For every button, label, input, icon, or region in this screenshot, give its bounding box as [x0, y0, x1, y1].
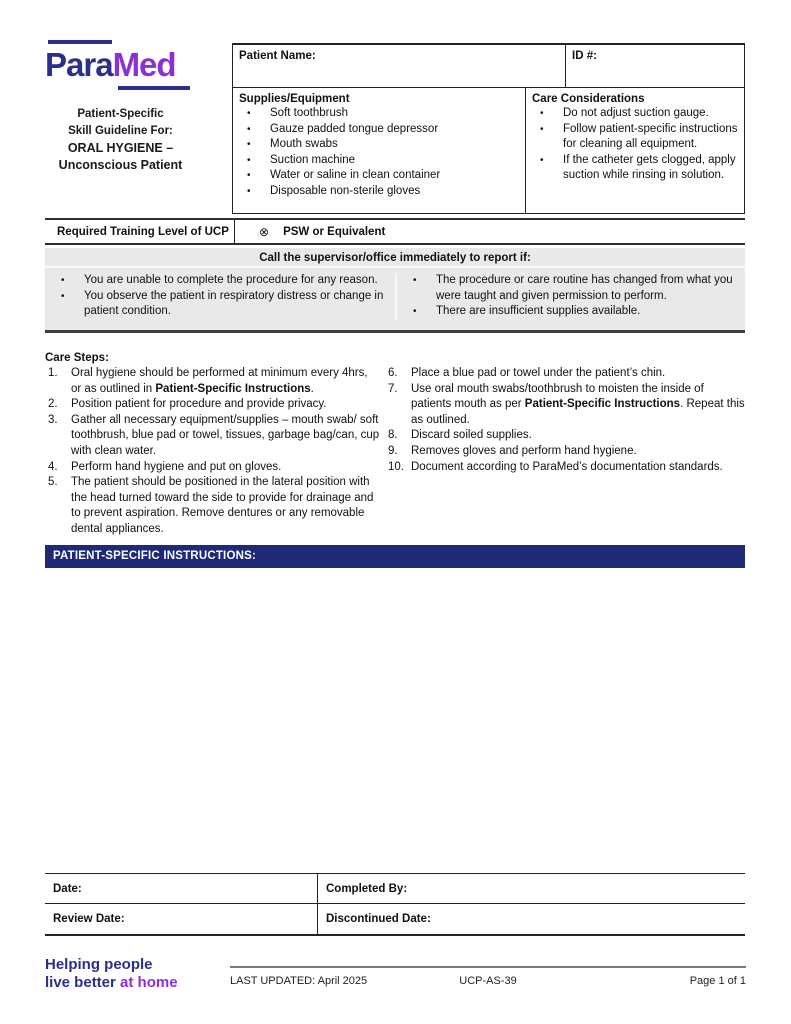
care-step: 8. Discard soiled supplies. — [388, 429, 532, 442]
care-step: 7. Use oral mouth swabs/toothbrush to moisten the inside of patients mouth as per Patient-Specific Instructions. Repeat this as outlined. — [388, 382, 745, 426]
title-line-4: Unconscious Patient — [58, 158, 183, 172]
supplies-title: Supplies/Equipment — [239, 93, 350, 105]
patient-name-cell — [233, 45, 566, 87]
completed-by-label: Completed By: — [326, 882, 408, 895]
tagline-line-2: live better at home — [45, 974, 178, 991]
footer-tagline — [45, 956, 178, 992]
patient-specific-instructions-bar — [45, 545, 745, 568]
care-step: 6. Place a blue pad or towel under the patient’s chin. — [388, 367, 666, 379]
review-date-label: Review Date: — [53, 913, 125, 925]
care-steps-section — [45, 350, 745, 538]
list-item: • Do not adjust suction gauge. — [532, 106, 738, 122]
id-field[interactable] — [597, 50, 738, 82]
title-line-3: ORAL HYGIENE – — [67, 141, 174, 155]
list-item: • You observe the patient in respiratory distress or change in patient condition. — [45, 289, 389, 320]
care-step: 9. Removes gloves and perform hand hygiene. — [388, 444, 637, 457]
table-row — [45, 874, 745, 904]
supplies-care-row — [233, 88, 744, 213]
signature-table — [45, 873, 745, 936]
report-section-title: Call the supervisor/office immediately to report if: — [45, 248, 745, 268]
logo-wordmark — [45, 44, 195, 86]
page-number: Page 1 of 1 — [689, 975, 746, 987]
id-label: ID #: — [572, 50, 597, 62]
footer-divider — [230, 966, 746, 968]
report-column-left — [45, 273, 397, 320]
report-columns — [45, 268, 745, 330]
id-cell — [566, 45, 744, 87]
patient-id-row — [233, 45, 744, 88]
training-level-label: Required Training Level of UCP — [45, 220, 235, 243]
report-section — [45, 248, 745, 333]
footer-meta — [230, 975, 746, 987]
care-step: 1. Oral hygiene should be performed at minimum every 4hrs, or as outlined in Patient-Specific Instructions. — [48, 367, 368, 395]
discontinued-date-cell — [318, 904, 745, 934]
header-table — [232, 43, 745, 214]
bullet-icon: • — [540, 154, 544, 166]
training-level-value — [235, 225, 745, 239]
document-title — [33, 106, 208, 174]
bullet-icon: • — [247, 170, 251, 182]
care-steps-column-left — [45, 366, 380, 538]
care-step: 2. Position patient for procedure and provide privacy. — [48, 398, 327, 411]
list-item: • Water or saline in clean container — [239, 168, 519, 184]
care-step: 5. The patient should be positioned in the lateral position with the head turned toward the side to provide for drainage and to prevent aspiration. Remove dentures or any removable dental appliances. — [48, 476, 374, 535]
tagline-at-home: at home — [120, 974, 178, 991]
completed-by-cell — [318, 874, 745, 903]
list-item: • Follow patient-specific instructions for cleaning all equipment. — [532, 122, 738, 153]
care-considerations-cell — [526, 88, 744, 213]
training-level-text: PSW or Equivalent — [283, 225, 386, 238]
list-item: • Suction machine — [239, 153, 519, 169]
logo-bottom-rule — [118, 86, 190, 90]
bullet-icon: • — [413, 275, 417, 286]
care-steps-column-right — [380, 366, 745, 538]
bullet-icon: • — [247, 139, 251, 151]
patient-specific-instructions-field[interactable] — [45, 568, 745, 868]
title-line-1: Patient-Specific — [77, 108, 164, 120]
title-line-2: Skill Guideline For: — [68, 125, 173, 137]
bullet-icon: • — [540, 123, 544, 135]
bullet-icon: • — [413, 306, 417, 318]
bullet-icon: • — [61, 275, 65, 286]
list-item: • If the catheter gets clogged, apply suction while rinsing in solution. — [532, 153, 738, 184]
care-considerations-title: Care Considerations — [532, 93, 645, 105]
logo-part-para: Para — [45, 46, 113, 83]
training-level-row — [45, 218, 745, 245]
supplies-cell — [233, 88, 526, 213]
bullet-icon: • — [247, 123, 251, 135]
bullet-icon: • — [540, 108, 544, 119]
bullet-icon: • — [247, 108, 251, 119]
bullet-icon: • — [247, 185, 251, 197]
care-steps-title: Care Steps: — [45, 352, 109, 364]
date-cell — [45, 874, 318, 903]
care-step: 4. Perform hand hygiene and put on gloves. — [48, 460, 282, 473]
care-step: 3. Gather all necessary equipment/supplies – mouth swab/ soft toothbrush, blue pad or towel, tissues, garbage bag/can, cup with clean water. — [48, 413, 380, 457]
paramed-logo — [45, 40, 195, 90]
list-item: • You are unable to complete the procedure for any reason. — [45, 273, 389, 289]
patient-name-label: Patient Name: — [239, 50, 316, 62]
discontinued-date-label: Discontinued Date: — [326, 913, 431, 925]
care-steps-columns — [45, 366, 745, 538]
list-item: • Disposable non-sterile gloves — [239, 184, 519, 200]
last-updated-text: LAST UPDATED: April 2025 — [230, 975, 368, 987]
psw-checkbox-icon[interactable]: ⊗ — [259, 224, 270, 239]
bullet-icon: • — [247, 154, 251, 166]
review-date-cell — [45, 904, 318, 934]
table-row — [45, 904, 745, 934]
list-item: • The procedure or care routine has changed from what you were taught and given permission to perform. — [397, 273, 739, 304]
list-item: • Mouth swabs — [239, 137, 519, 153]
document-code: UCP-AS-39 — [459, 975, 517, 987]
patient-name-field[interactable] — [316, 50, 559, 82]
list-item: • Gauze padded tongue depressor — [239, 122, 519, 138]
list-item: • There are insufficient supplies available. — [397, 304, 739, 320]
logo-part-med: Med — [112, 46, 176, 83]
tagline-line-1: Helping people — [45, 956, 153, 973]
care-step: 10. Document according to ParaMed’s documentation standards. — [388, 460, 723, 473]
date-label: Date: — [53, 882, 82, 895]
report-column-right — [397, 273, 745, 320]
list-item: • Soft toothbrush — [239, 106, 519, 122]
bullet-icon: • — [61, 290, 65, 302]
patient-specific-instructions-label: PATIENT-SPECIFIC INSTRUCTIONS: — [53, 550, 256, 562]
